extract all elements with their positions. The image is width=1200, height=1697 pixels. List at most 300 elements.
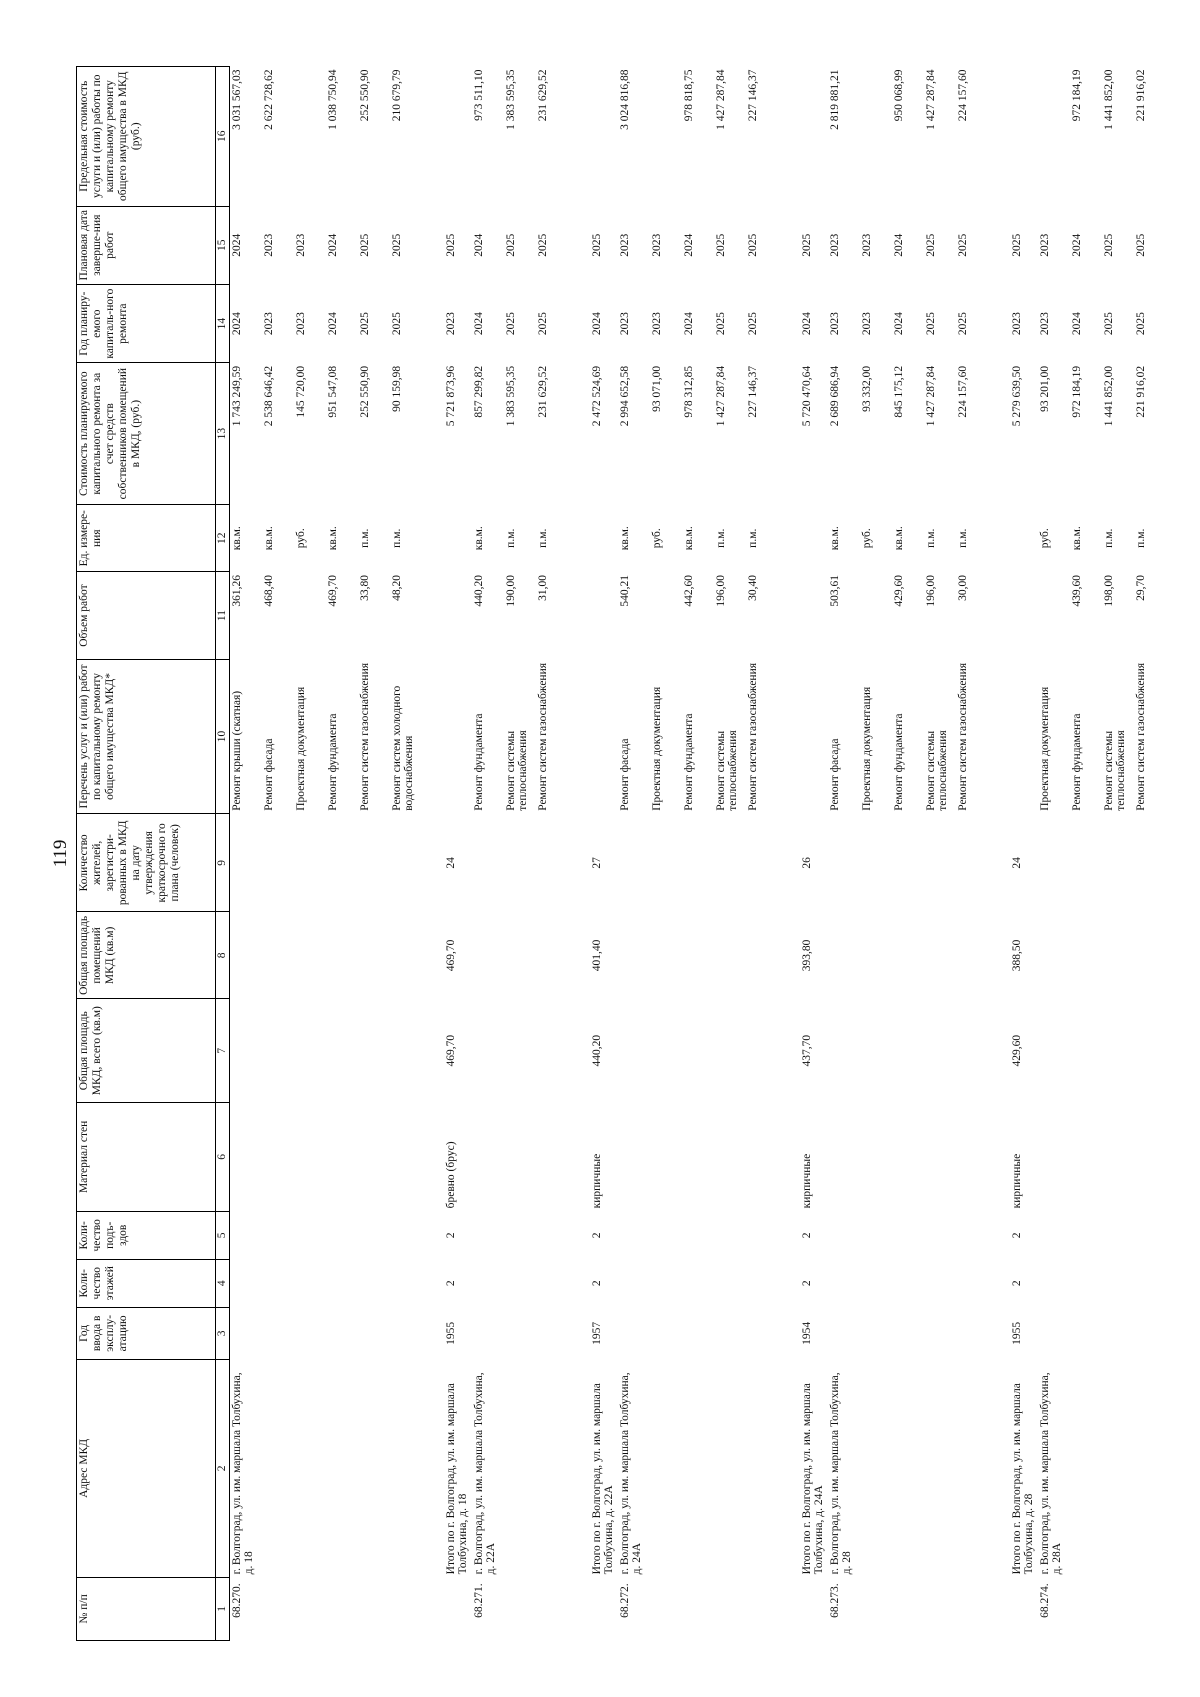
empty-cell xyxy=(568,1259,590,1307)
empty-cell xyxy=(326,999,358,1102)
work-cost: 224 157,60 xyxy=(956,365,969,418)
work-unit: п.м. xyxy=(1102,528,1115,548)
total-year: 2024 xyxy=(800,312,813,336)
total-row xyxy=(444,67,472,1641)
empty-cell xyxy=(568,814,590,912)
work-volume: 439,60 xyxy=(1070,574,1083,607)
work-limit-cost xyxy=(294,67,326,207)
table-row xyxy=(714,67,746,1641)
empty-cell xyxy=(828,999,860,1102)
empty-cell xyxy=(1102,1211,1134,1259)
spacer-row xyxy=(422,67,444,1641)
empty-cell xyxy=(262,1102,294,1211)
work-limit-cost: 231 629,52 xyxy=(536,69,549,122)
empty-cell xyxy=(1070,1102,1102,1211)
work-cost: 978 312,85 xyxy=(682,365,695,418)
work-unit: руб. xyxy=(1038,528,1051,549)
empty-cell xyxy=(956,1577,988,1640)
empty-cell xyxy=(358,1307,390,1359)
work-name: Ремонт систем холодного водоснабжения xyxy=(390,685,415,811)
work-year: 2024 xyxy=(682,312,695,336)
empty-cell xyxy=(472,814,504,912)
work-unit: п.м. xyxy=(504,528,517,548)
work-year: 2023 xyxy=(294,312,307,336)
work-year: 2023 xyxy=(1038,312,1051,336)
work-end-date: 2024 xyxy=(682,233,695,257)
empty-cell xyxy=(358,1577,390,1640)
empty-cell xyxy=(568,206,590,284)
work-name: Ремонт фасада xyxy=(262,738,275,811)
work-year: 2025 xyxy=(956,312,969,336)
work-name: Ремонт фасада xyxy=(828,738,841,811)
work-unit: кв.м. xyxy=(1070,526,1083,551)
work-cost: 951 547,08 xyxy=(326,365,339,418)
empty-cell xyxy=(568,1359,590,1577)
spacer-row xyxy=(568,67,590,1641)
entrances-count: 2 xyxy=(1010,1232,1023,1239)
work-volume: 361,26 xyxy=(231,574,243,607)
empty-cell xyxy=(1134,1307,1166,1359)
work-year: 2024 xyxy=(231,312,243,336)
work-cost: 145 720,00 xyxy=(294,365,307,418)
empty-cell xyxy=(326,1307,358,1359)
empty-cell xyxy=(892,999,924,1102)
column-number: 14 xyxy=(216,284,230,362)
work-volume: 30,40 xyxy=(746,574,759,601)
address-cell: г. Волгоград, ул. им. маршала Толбухина, д. 22А xyxy=(472,1372,497,1575)
total-label: Итого по г. Волгоград, ул. им. маршала Толбухина, д. 22А xyxy=(590,1383,615,1575)
empty-cell xyxy=(358,1259,390,1307)
empty-cell xyxy=(924,1211,956,1259)
empty-cell xyxy=(778,572,800,659)
work-unit: п.м. xyxy=(1134,528,1147,548)
empty-cell xyxy=(1134,999,1166,1102)
empty-cell xyxy=(860,1577,892,1640)
table-row xyxy=(262,67,294,1641)
work-end-date: 2024 xyxy=(231,233,243,257)
empty-cell xyxy=(390,1211,422,1259)
empty-cell xyxy=(1038,1259,1070,1307)
area-total: 429,60 xyxy=(1010,1034,1023,1067)
work-year: 2023 xyxy=(618,312,631,336)
work-cost: 93 201,00 xyxy=(1038,365,1051,412)
empty-cell xyxy=(444,1577,472,1640)
empty-cell xyxy=(422,1577,444,1640)
work-name: Ремонт систем газоснабжения xyxy=(536,662,549,811)
empty-cell xyxy=(618,912,650,999)
empty-cell xyxy=(358,814,390,912)
empty-cell xyxy=(294,1307,326,1359)
empty-cell xyxy=(536,912,568,999)
work-name: Ремонт систем газоснабжения xyxy=(746,662,759,811)
work-volume: 503,61 xyxy=(828,574,841,607)
empty-cell xyxy=(988,206,1010,284)
work-volume: 33,80 xyxy=(358,574,371,601)
empty-cell xyxy=(988,659,1010,814)
empty-cell xyxy=(778,1307,800,1359)
total-row xyxy=(590,67,618,1641)
work-limit-cost: 221 916,02 xyxy=(1134,69,1147,122)
empty-cell xyxy=(778,1359,800,1577)
total-end-date: 2025 xyxy=(800,233,813,257)
empty-cell xyxy=(230,1102,262,1211)
empty-cell xyxy=(1134,1577,1166,1640)
work-name: Проектная документация xyxy=(294,686,307,811)
empty-cell xyxy=(618,814,650,912)
empty-cell xyxy=(650,814,682,912)
work-end-date: 2025 xyxy=(1134,233,1147,257)
work-limit-cost: 252 550,90 xyxy=(358,69,371,122)
empty-cell xyxy=(1070,912,1102,999)
work-cost: 2 538 646,42 xyxy=(262,365,275,427)
empty-cell xyxy=(714,1211,746,1259)
area-total: 469,70 xyxy=(444,1034,457,1067)
empty-cell xyxy=(294,1359,326,1577)
empty-cell xyxy=(828,1259,860,1307)
work-cost: 857 299,82 xyxy=(472,365,485,418)
empty-cell xyxy=(390,1259,422,1307)
empty-cell xyxy=(1070,999,1102,1102)
work-unit: п.м. xyxy=(358,528,371,548)
empty-cell xyxy=(326,1359,358,1577)
empty-cell xyxy=(1010,504,1038,572)
empty-cell xyxy=(536,999,568,1102)
work-name: Ремонт крыши (скатная) xyxy=(231,690,243,811)
empty-cell xyxy=(422,572,444,659)
empty-cell xyxy=(956,814,988,912)
wall-material: кирпичные xyxy=(800,1153,813,1209)
empty-cell xyxy=(956,1211,988,1259)
empty-cell xyxy=(746,1259,778,1307)
empty-cell xyxy=(746,814,778,912)
empty-cell xyxy=(262,814,294,912)
empty-cell xyxy=(618,1102,650,1211)
work-limit-cost: 1 038 750,94 xyxy=(326,69,339,130)
column-number: 13 xyxy=(216,363,230,505)
empty-cell xyxy=(860,1307,892,1359)
empty-cell xyxy=(294,999,326,1102)
row-number: 68.270. xyxy=(231,1583,243,1618)
empty-cell xyxy=(390,1359,422,1577)
empty-cell xyxy=(778,206,800,284)
work-unit: п.м. xyxy=(746,528,759,548)
header-cell: Коли-чество подъ-здов xyxy=(77,1211,216,1259)
work-cost: 1 743 249,59 xyxy=(231,365,243,427)
empty-cell xyxy=(778,1259,800,1307)
work-cost: 93 071,00 xyxy=(650,365,663,412)
empty-cell xyxy=(422,912,444,999)
work-name: Ремонт системы теплоснабжения xyxy=(504,730,529,811)
work-volume: 440,20 xyxy=(472,574,485,607)
empty-cell xyxy=(422,504,444,572)
empty-cell xyxy=(924,814,956,912)
year-built: 1957 xyxy=(590,1321,603,1345)
empty-cell xyxy=(1070,1211,1102,1259)
header-cell: Год планиру-емого капиталь-ного ремонта xyxy=(77,284,216,362)
empty-cell xyxy=(778,67,800,207)
work-unit: кв.м. xyxy=(326,526,339,551)
empty-cell xyxy=(860,912,892,999)
work-limit-cost: 224 157,60 xyxy=(956,69,969,122)
column-number: 5 xyxy=(216,1211,230,1259)
empty-cell xyxy=(682,1259,714,1307)
empty-cell xyxy=(422,814,444,912)
spacer-row xyxy=(988,67,1010,1641)
empty-cell xyxy=(860,1211,892,1259)
work-year: 2023 xyxy=(860,312,873,336)
table-row xyxy=(618,67,650,1641)
column-number-row xyxy=(216,67,230,1641)
work-end-date: 2024 xyxy=(892,233,905,257)
empty-cell xyxy=(988,1307,1010,1359)
empty-cell xyxy=(650,1259,682,1307)
empty-cell xyxy=(1102,999,1134,1102)
area-total: 437,70 xyxy=(800,1034,813,1067)
column-number: 10 xyxy=(216,659,230,814)
empty-cell xyxy=(956,1259,988,1307)
empty-cell xyxy=(714,912,746,999)
empty-cell xyxy=(924,1307,956,1359)
empty-cell xyxy=(860,1359,892,1577)
work-limit-cost: 1 427 287,84 xyxy=(714,69,727,130)
total-row xyxy=(1010,67,1038,1641)
empty-cell xyxy=(714,1359,746,1577)
empty-cell xyxy=(1102,1307,1134,1359)
header-cell: Объем работ xyxy=(77,572,216,659)
empty-cell xyxy=(568,659,590,814)
total-cost: 5 721 873,96 xyxy=(444,365,457,427)
work-limit-cost: 978 818,75 xyxy=(682,69,695,122)
work-year: 2025 xyxy=(390,312,403,336)
table-row xyxy=(924,67,956,1641)
work-unit: п.м. xyxy=(714,528,727,548)
empty-cell xyxy=(682,912,714,999)
empty-cell xyxy=(860,1102,892,1211)
empty-cell xyxy=(714,1577,746,1640)
residents-count: 24 xyxy=(444,857,457,869)
work-name: Проектная документация xyxy=(650,686,663,811)
empty-cell xyxy=(590,504,618,572)
empty-cell xyxy=(714,1102,746,1211)
empty-cell xyxy=(714,1259,746,1307)
empty-cell xyxy=(892,1102,924,1211)
empty-cell xyxy=(650,1359,682,1577)
page-number: 119 xyxy=(50,839,71,868)
work-end-date: 2023 xyxy=(294,233,307,257)
empty-cell xyxy=(988,504,1010,572)
empty-cell xyxy=(988,284,1010,362)
empty-cell xyxy=(800,572,828,659)
empty-cell xyxy=(326,1259,358,1307)
empty-cell xyxy=(828,1211,860,1259)
empty-cell xyxy=(892,1259,924,1307)
year-built: 1955 xyxy=(444,1321,457,1345)
empty-cell xyxy=(924,1359,956,1577)
empty-cell xyxy=(1134,1102,1166,1211)
empty-cell xyxy=(988,912,1010,999)
header-cell: Ед. измере-ния xyxy=(77,504,216,572)
empty-cell xyxy=(988,572,1010,659)
empty-cell xyxy=(504,912,536,999)
empty-cell xyxy=(262,1211,294,1259)
empty-cell xyxy=(1010,659,1038,814)
work-cost: 972 184,19 xyxy=(1070,365,1083,418)
address-cell: г. Волгоград, ул. им. маршала Толбухина, д. 28 xyxy=(828,1372,853,1575)
column-number: 6 xyxy=(216,1102,230,1211)
empty-cell xyxy=(682,1359,714,1577)
work-cost: 252 550,90 xyxy=(358,365,371,418)
work-end-date: 2025 xyxy=(390,233,403,257)
work-unit: п.м. xyxy=(956,528,969,548)
header-cell: Перечень услуг и (или) работ по капитальному ремонту общего имущества МКД* xyxy=(77,659,216,814)
work-end-date: 2023 xyxy=(262,233,275,257)
empty-cell xyxy=(390,814,422,912)
header-cell: Плановая дата заверше-ния работ xyxy=(77,206,216,284)
work-limit-cost: 972 184,19 xyxy=(1070,69,1083,122)
wall-material: бревно (брус) xyxy=(444,1141,457,1209)
empty-cell xyxy=(1038,1102,1070,1211)
empty-cell xyxy=(262,1307,294,1359)
empty-cell xyxy=(1010,67,1038,207)
total-label: Итого по г. Волгоград, ул. им. маршала Толбухина, д. 18 xyxy=(444,1383,469,1575)
work-unit: п.м. xyxy=(924,528,937,548)
total-label: Итого по г. Волгоград, ул. им. маршала Толбухина, д. 24А xyxy=(800,1383,825,1575)
empty-cell xyxy=(778,1102,800,1211)
empty-cell xyxy=(682,1307,714,1359)
work-name: Ремонт системы теплоснабжения xyxy=(714,730,739,811)
empty-cell xyxy=(422,67,444,207)
table-row xyxy=(536,67,568,1641)
work-year: 2025 xyxy=(746,312,759,336)
empty-cell xyxy=(682,1577,714,1640)
empty-cell xyxy=(422,363,444,505)
table-row xyxy=(860,67,892,1641)
table-row xyxy=(650,67,682,1641)
empty-cell xyxy=(1102,1359,1134,1577)
empty-cell xyxy=(1134,1211,1166,1259)
work-cost: 1 427 287,84 xyxy=(714,365,727,427)
work-name: Ремонт систем газоснабжения xyxy=(1134,662,1147,811)
empty-cell xyxy=(860,999,892,1102)
empty-cell xyxy=(778,284,800,362)
work-volume: 468,40 xyxy=(262,574,275,607)
empty-cell xyxy=(1038,999,1070,1102)
column-number: 1 xyxy=(216,1577,230,1640)
empty-cell xyxy=(590,1577,618,1640)
empty-cell xyxy=(390,1577,422,1640)
empty-cell xyxy=(1038,912,1070,999)
empty-cell xyxy=(828,814,860,912)
work-limit-cost: 973 511,10 xyxy=(472,69,485,121)
empty-cell xyxy=(800,1577,828,1640)
work-unit: кв.м. xyxy=(828,526,841,551)
work-limit-cost xyxy=(650,67,682,207)
row-number: 68.274. xyxy=(1038,1583,1051,1618)
work-limit-cost: 210 679,79 xyxy=(390,69,403,122)
work-volume xyxy=(650,572,682,659)
table-row xyxy=(892,67,924,1641)
empty-cell xyxy=(714,1307,746,1359)
empty-cell xyxy=(988,1102,1010,1211)
work-year: 2025 xyxy=(714,312,727,336)
work-name: Ремонт систем газоснабжения xyxy=(956,662,969,811)
work-unit: кв.м. xyxy=(618,526,631,551)
empty-cell xyxy=(988,1359,1010,1577)
empty-cell xyxy=(956,1359,988,1577)
column-number: 12 xyxy=(216,504,230,572)
header-cell: Материал стен xyxy=(77,1102,216,1211)
work-year: 2023 xyxy=(650,312,663,336)
table-row xyxy=(1070,67,1102,1641)
empty-cell xyxy=(262,1359,294,1577)
work-cost: 2 994 652,58 xyxy=(618,365,631,427)
empty-cell xyxy=(682,999,714,1102)
table-row xyxy=(956,67,988,1641)
empty-cell xyxy=(390,999,422,1102)
table-row xyxy=(326,67,358,1641)
empty-cell xyxy=(800,504,828,572)
empty-cell xyxy=(230,1307,262,1359)
empty-cell xyxy=(472,999,504,1102)
empty-cell xyxy=(422,284,444,362)
header-cell: Общая площадь помещений МКД (кв.м) xyxy=(77,912,216,999)
work-volume: 442,60 xyxy=(682,574,695,607)
empty-cell xyxy=(746,1577,778,1640)
work-end-date: 2023 xyxy=(618,233,631,257)
empty-cell xyxy=(230,814,262,912)
work-end-date: 2025 xyxy=(358,233,371,257)
area-premises: 388,50 xyxy=(1010,939,1023,972)
column-number: 11 xyxy=(216,572,230,659)
table-row xyxy=(828,67,860,1641)
year-built: 1954 xyxy=(800,1321,813,1345)
empty-cell xyxy=(1070,1359,1102,1577)
work-unit: кв.м. xyxy=(262,526,275,551)
work-end-date: 2023 xyxy=(650,233,663,257)
work-cost: 90 159,98 xyxy=(390,365,403,412)
work-end-date: 2023 xyxy=(828,233,841,257)
empty-cell xyxy=(828,1102,860,1211)
empty-cell xyxy=(472,1102,504,1211)
empty-cell xyxy=(422,1211,444,1259)
empty-cell xyxy=(358,1102,390,1211)
empty-cell xyxy=(472,912,504,999)
work-volume: 198,00 xyxy=(1102,574,1115,607)
empty-cell xyxy=(746,1211,778,1259)
empty-cell xyxy=(504,1307,536,1359)
total-label: Итого по г. Волгоград, ул. им. маршала Толбухина, д. 28 xyxy=(1010,1383,1035,1575)
year-built: 1955 xyxy=(1010,1321,1023,1345)
work-year: 2025 xyxy=(536,312,549,336)
work-end-date: 2024 xyxy=(472,233,485,257)
work-end-date: 2025 xyxy=(1102,233,1115,257)
empty-cell xyxy=(988,814,1010,912)
column-number: 3 xyxy=(216,1307,230,1359)
empty-cell xyxy=(390,912,422,999)
work-unit: п.м. xyxy=(536,528,549,548)
empty-cell xyxy=(650,1307,682,1359)
empty-cell xyxy=(504,1259,536,1307)
row-number: 68.273. xyxy=(828,1583,841,1618)
work-volume: 196,00 xyxy=(924,574,937,607)
work-limit-cost: 1 383 595,35 xyxy=(504,69,517,130)
empty-cell xyxy=(682,814,714,912)
empty-cell xyxy=(828,1307,860,1359)
empty-cell xyxy=(778,999,800,1102)
empty-cell xyxy=(568,1577,590,1640)
empty-cell xyxy=(988,1259,1010,1307)
entrances-count: 2 xyxy=(590,1232,603,1239)
